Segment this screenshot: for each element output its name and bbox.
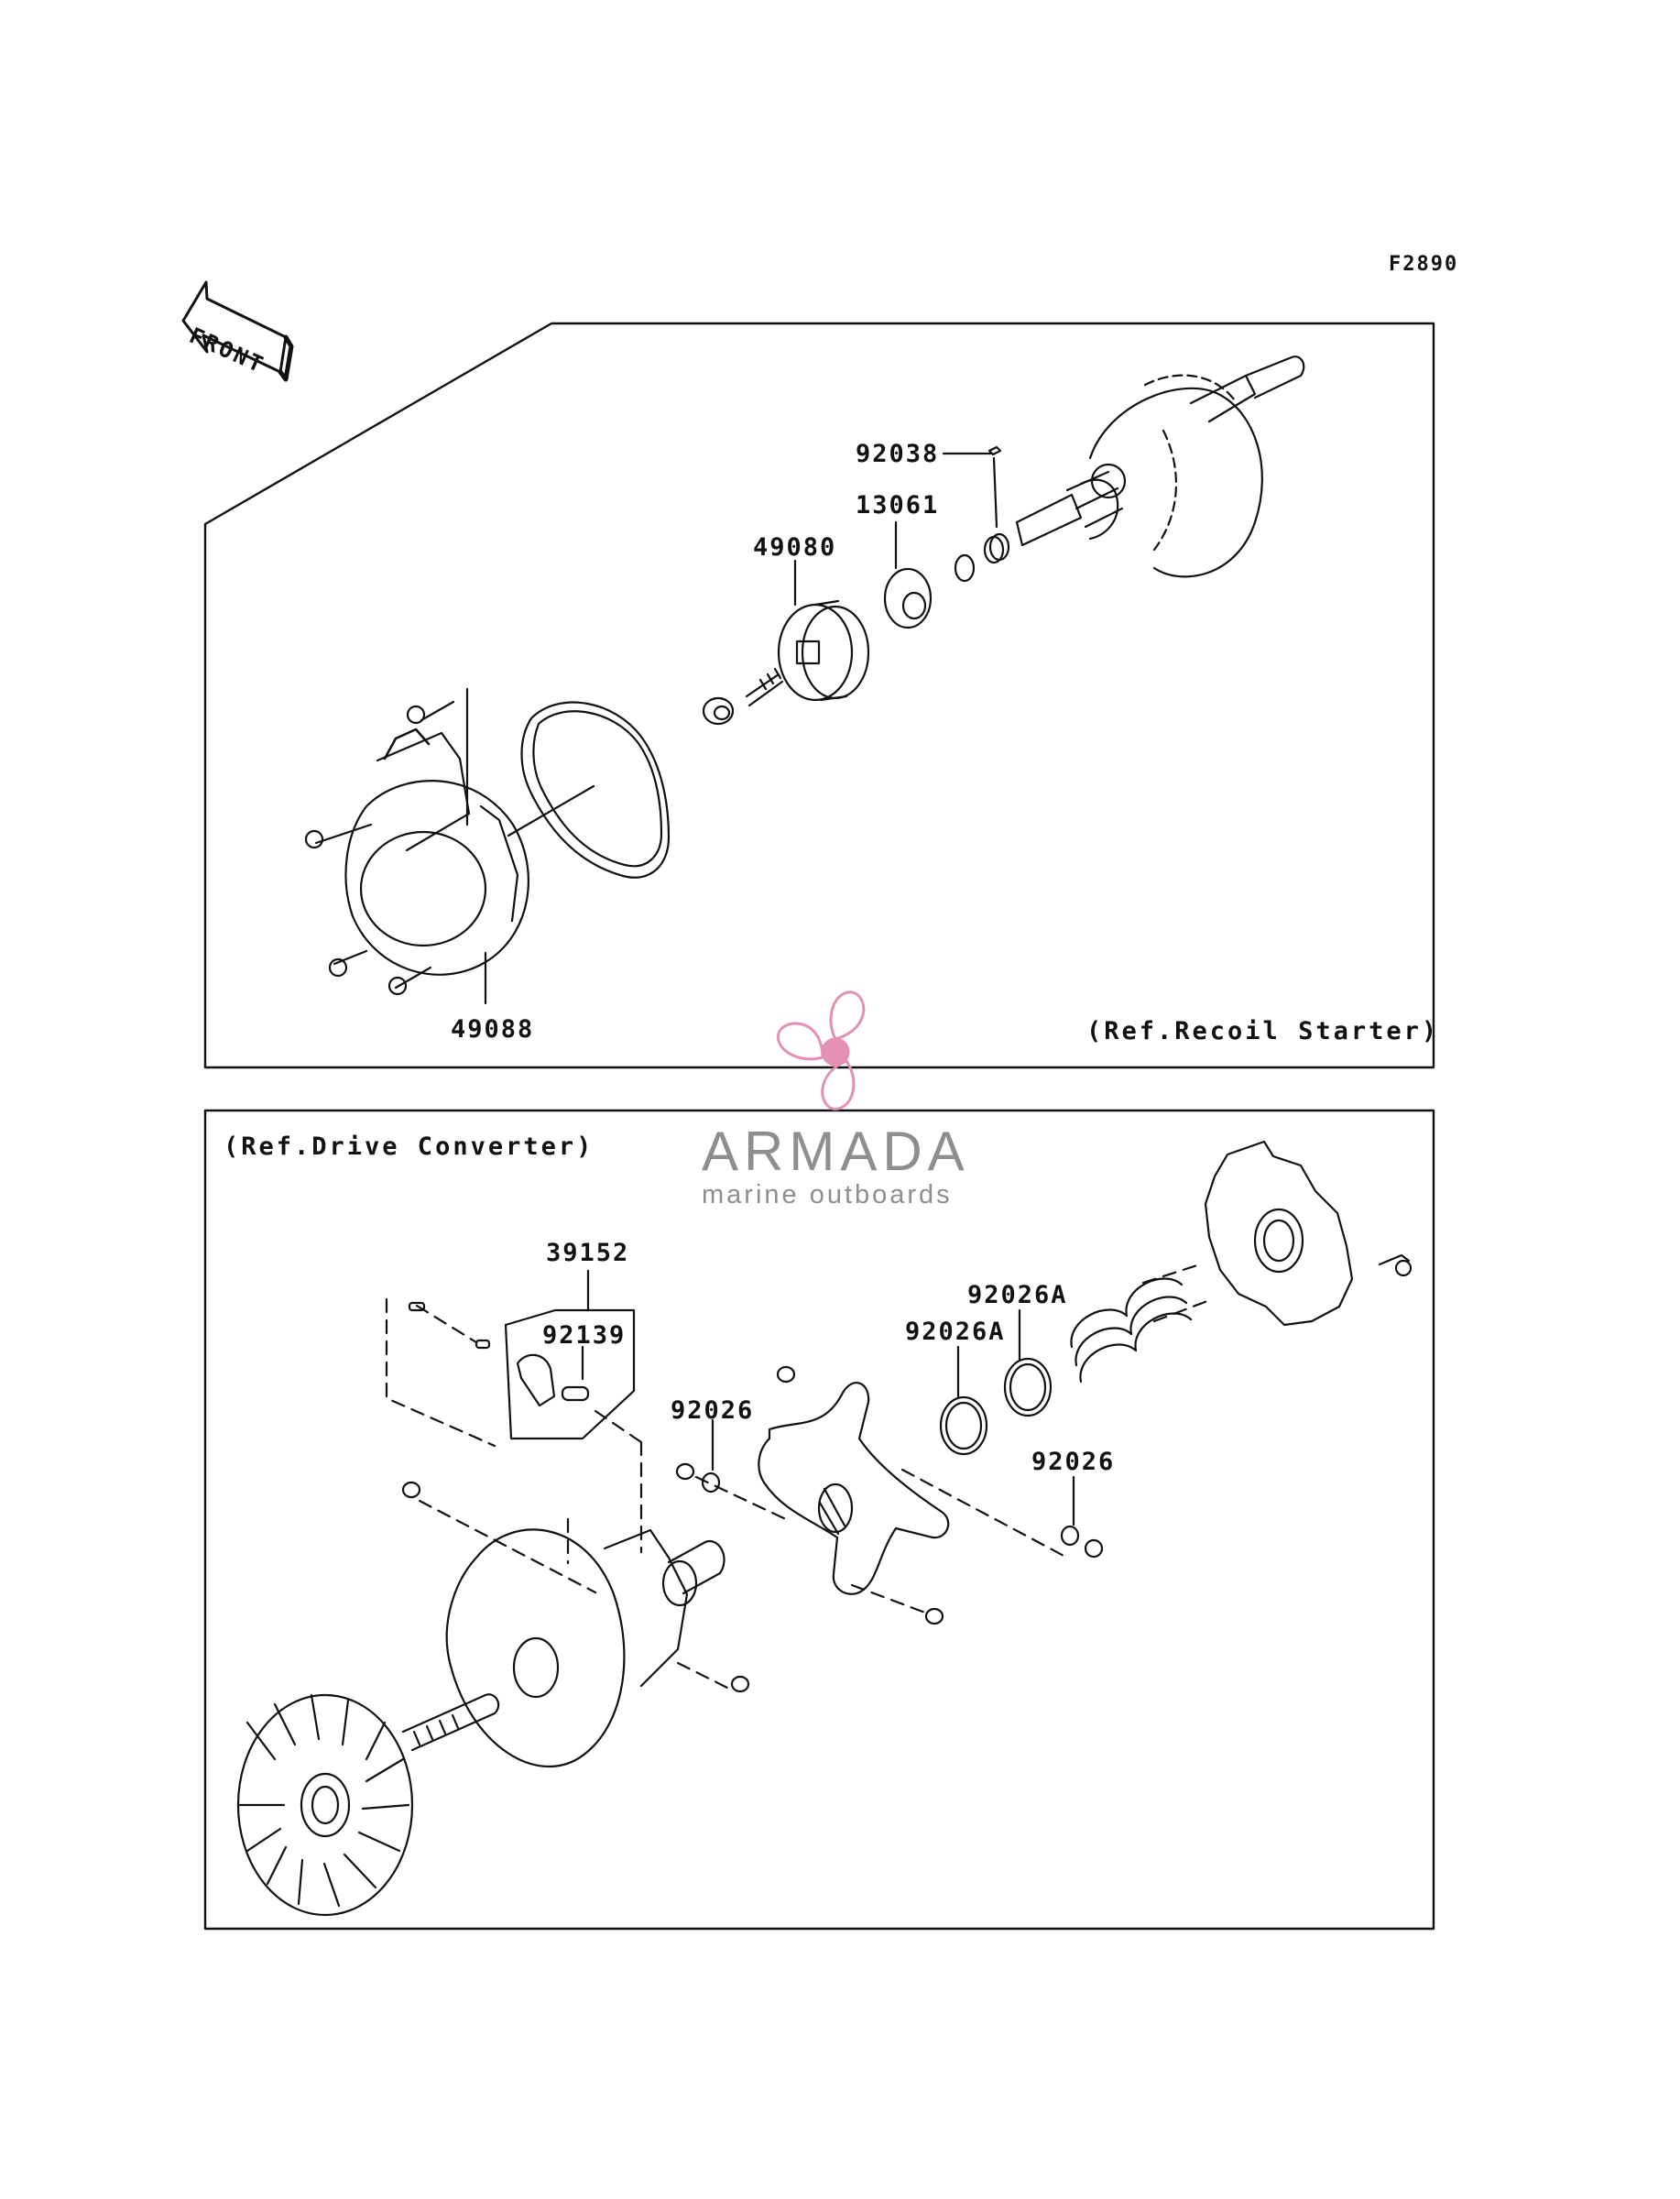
part-label-92026-left: 92026 [671,1396,755,1425]
sleeve-bushing-part [663,1541,725,1605]
weight-kit-39152-part [506,1271,634,1439]
ref-recoil-starter: (Ref.Recoil Starter) [1086,1017,1440,1045]
fixed-sheave-part [238,1694,498,1915]
ratchet-bolt-part [704,669,782,724]
movable-sheave-part [447,1529,687,1767]
ref-drive-converter: (Ref.Drive Converter) [224,1132,595,1161]
ratchet-49080-part [779,561,868,700]
watermark-brand: ARMADA [702,1121,970,1182]
hub-13061-part [885,522,931,628]
watermark-tagline: marine outboards [702,1180,953,1209]
snap-ring-part [955,555,974,581]
front-label: FRONT [185,323,269,379]
recoil-panel-frame [205,323,1434,1067]
part-label-92026A-lower: 92026A [905,1318,1006,1346]
spider-part [758,1383,948,1594]
crankshaft-part [1017,356,1304,576]
part-label-49088: 49088 [451,1015,535,1044]
recoil-cover-49088-part [316,689,529,1003]
part-label-92026-right: 92026 [1031,1448,1116,1476]
spring-part [1071,1279,1191,1383]
key-92038-part [944,447,1009,563]
part-label-49080: 49080 [753,533,837,562]
collar-92026-right-part [1062,1477,1102,1557]
figure-code: F2890 [1389,253,1459,276]
part-label-39152: 39152 [546,1239,630,1267]
gasket-part [522,703,670,878]
assembly-guide-lines [387,1264,1207,1690]
part-label-92026A-upper: 92026A [967,1281,1068,1309]
pins-part [403,1303,943,1691]
cover-plate-part [1205,1142,1411,1325]
part-label-92038: 92038 [856,440,940,468]
part-label-13061: 13061 [856,491,940,520]
armada-logo-icon [778,992,864,1110]
part-label-92139: 92139 [542,1321,627,1350]
